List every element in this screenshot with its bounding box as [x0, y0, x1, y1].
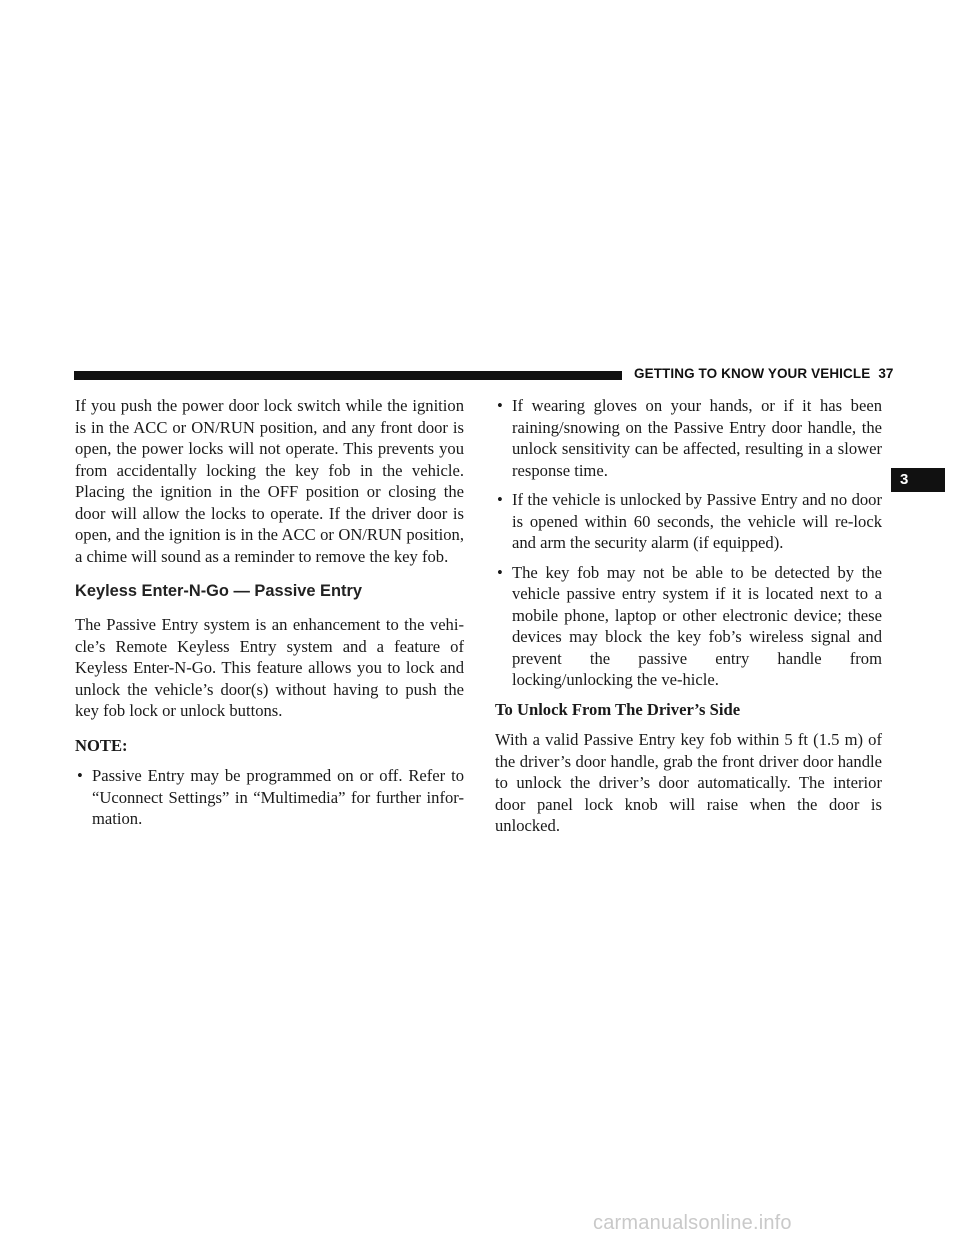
list-item [495, 395, 882, 481]
section-title: GETTING TO KNOW YOUR VEHICLE [634, 366, 871, 381]
section-paragraph: The Passive Entry system is an enhancement to the vehi-cle’s Remote Keyless Entry system and a feature of Keyless Enter-N-Go. This feature allows you to lock and unlock the vehicle’s door(s) without having to push the key fob lock or unlock buttons. [75, 615, 464, 720]
bullet-glyph: • [497, 396, 503, 415]
list-item [495, 489, 882, 554]
note-bullet-list [75, 765, 464, 830]
left-column [75, 395, 464, 838]
bullet-glyph: • [497, 490, 503, 509]
bullet-glyph: • [77, 766, 83, 785]
section-heading: Keyless Enter-N-Go — Passive Entry [75, 582, 362, 600]
watermark: carmanualsonline.info [593, 1212, 792, 1234]
chapter-tab: 3 [891, 468, 945, 492]
list-item [495, 562, 882, 691]
right-column [495, 395, 882, 837]
bullet-glyph: • [497, 562, 503, 582]
intro-paragraph: If you push the power door lock switch while the ignition is in the ACC or ON/RUN position, and any front door is open, the power locks will not operate. This prevents you from accidentally locking the key fob in the vehicle. Placing the ignition in the OFF position or closing the door will allow the locks to operate. If the driver door is open, and the ignition is in the ACC or ON/RUN position, a chime will sound as a reminder to remove the key fob. [75, 396, 464, 566]
right-bullet-list [495, 395, 882, 691]
bullet-text: If wearing gloves on your hands, or if it has been raining/snowing on the Passive Entry door handle, the unlock sensitivity can be affected, resulting in a slower response time. [512, 396, 882, 480]
note-label: NOTE: [75, 735, 128, 755]
list-item [75, 765, 464, 830]
bullet-text: Passive Entry may be programmed on or off. Refer to “Uconnect Settings” in “Multimedia” for further infor-mation. [92, 766, 464, 828]
header-rule [74, 371, 622, 380]
page-number: 37 [878, 366, 894, 381]
final-paragraph: With a valid Passive Entry key fob within 5 ft (1.5 m) of the driver’s door handle, grab the front driver door handle to unlock the driver’s door automatically. The interior door panel lock knob will raise when the door is unlocked. [495, 730, 882, 835]
running-header [634, 366, 894, 384]
bullet-text: If the vehicle is unlocked by Passive Entry and no door is opened within 60 seconds, the vehicle will re-lock and arm the security alarm (if equipped). [512, 490, 882, 552]
bullet-text: The key fob may not be able to be detected by the vehicle passive entry system if it is located next to a mobile phone, laptop or other electronic device; these devices may block the key fob’s wireless signal and prevent the passive entry handle from locking/unlocking the ve-hicle. [512, 562, 882, 689]
subheading: To Unlock From The Driver’s Side [495, 699, 741, 719]
